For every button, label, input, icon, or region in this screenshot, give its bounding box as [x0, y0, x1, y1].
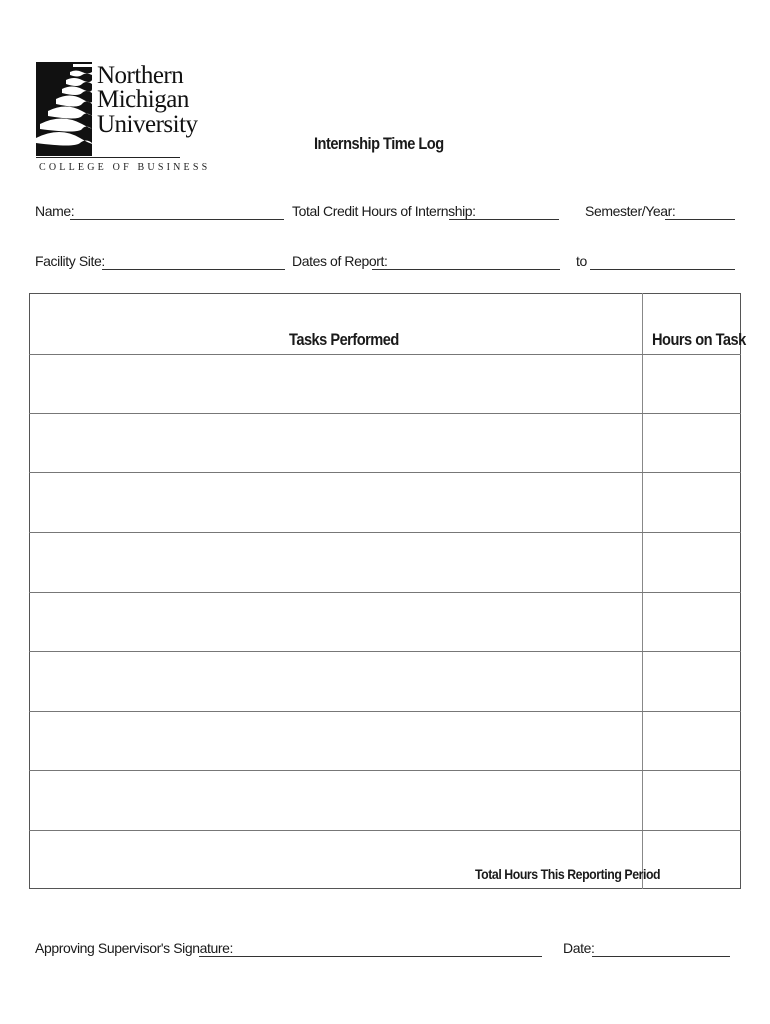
hours-cell[interactable]	[643, 414, 740, 472]
hours-cell[interactable]	[643, 355, 740, 413]
facility-site-field[interactable]	[102, 269, 285, 270]
dates-of-report-label: Dates of Report:	[292, 253, 388, 269]
university-logo-mark	[36, 62, 92, 156]
facility-site-label: Facility Site:	[35, 253, 105, 269]
dates-to-label: to	[576, 253, 587, 269]
hours-on-task-header: Hours on Task	[652, 330, 746, 349]
task-cell[interactable]	[30, 355, 642, 413]
semester-year-field[interactable]	[665, 219, 735, 220]
logo-text-michigan: Michigan	[97, 86, 189, 113]
logo-text-university: University	[97, 111, 198, 138]
tasks-performed-header: Tasks Performed	[289, 330, 399, 349]
hours-cell[interactable]	[643, 652, 740, 711]
task-cell[interactable]	[30, 712, 642, 770]
hours-cell[interactable]	[643, 771, 740, 830]
table-row-divider	[29, 830, 741, 831]
hours-cell[interactable]	[643, 712, 740, 770]
task-cell[interactable]	[30, 593, 642, 651]
task-cell[interactable]	[30, 414, 642, 472]
date-field[interactable]	[592, 956, 730, 957]
task-cell[interactable]	[30, 652, 642, 711]
dates-to-field[interactable]	[590, 269, 735, 270]
hours-cell[interactable]	[643, 473, 740, 532]
hours-cell[interactable]	[643, 593, 740, 651]
dates-from-field[interactable]	[372, 269, 560, 270]
date-label: Date:	[563, 940, 595, 956]
credit-hours-field[interactable]	[449, 219, 559, 220]
total-hours-label: Total Hours This Reporting Period	[475, 866, 661, 882]
hours-cell[interactable]	[643, 533, 740, 592]
supervisor-signature-field[interactable]	[199, 956, 542, 957]
task-cell[interactable]	[30, 533, 642, 592]
name-label: Name:	[35, 203, 75, 219]
logo-subtitle: COLLEGE OF BUSINESS	[39, 162, 211, 173]
task-cell[interactable]	[30, 473, 642, 532]
semester-year-label: Semester/Year:	[585, 203, 676, 219]
name-field[interactable]	[70, 219, 284, 220]
task-cell[interactable]	[30, 771, 642, 830]
logo-text-northern: Northern	[97, 62, 184, 89]
document-title: Internship Time Log	[314, 134, 444, 153]
credit-hours-label: Total Credit Hours of Internship:	[292, 203, 476, 219]
logo-divider	[36, 157, 180, 158]
supervisor-signature-label: Approving Supervisor's Signature:	[35, 940, 234, 956]
